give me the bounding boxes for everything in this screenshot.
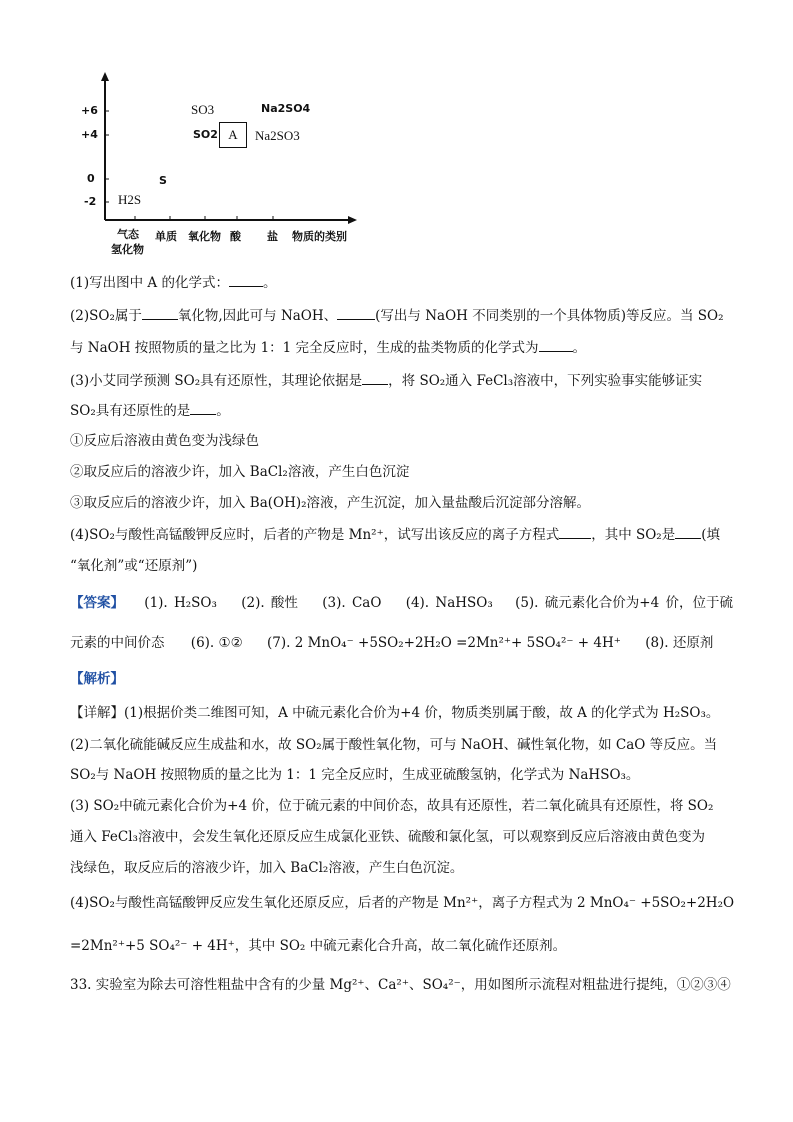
y-tick-zero: 0 <box>87 172 95 185</box>
y-tick-minus2: -2 <box>84 195 97 208</box>
option-3: ③取反应后的溶液少许，加入 Ba(OH)₂溶液，产生沉淀，加入量盐酸后沉淀部分溶解。 <box>70 495 591 511</box>
answer-blank <box>337 307 375 320</box>
answer-blank <box>142 307 178 320</box>
analysis-paragraph-4: (4)SO₂与酸性高锰酸钾反应发生氧化还原反应，后者的产物是 Mn²⁺，离子方程式为 2 MnO₄⁻ +5SO₂+2H₂O <box>70 895 735 911</box>
answer-blank <box>675 526 701 539</box>
answer-blank <box>559 526 591 539</box>
species-na2so3: Na2SO3 <box>255 128 300 143</box>
answer-section-line-2: 元素的中间价态 (6). ①② (7). 2 MnO₄⁻ +5SO₂+2H₂O =2Mn²⁺+ 5SO₄²⁻ + 4H⁺ (8). 还原剂 <box>70 635 714 651</box>
option-1: ①反应后溶液由黄色变为浅绿色 <box>70 433 259 449</box>
question-33: 33. 实验室为除去可溶性粗盐中含有的少量 Mg²⁺、Ca²⁺、SO₄²⁻，用如图所示流程对粗盐进行提纯，①②③④ <box>70 977 731 993</box>
y-tick-plus6: +6 <box>81 104 98 117</box>
question-4-line-2: “氧化剂”或“还原剂”) <box>70 558 198 574</box>
answer-section: 【答案】 (1). H₂SO₃ (2). 酸性 (3). CaO (4). NaHSO₃ (5). 硫元素化合价为+4 价，位于硫 <box>70 595 733 611</box>
analysis-paragraph-2: (2)二氧化硫能碱反应生成盐和水，故 SO₂属于酸性氧化物，可与 NaOH、碱性氧化物，如 CaO 等反应。当 <box>70 737 718 753</box>
valence-category-diagram <box>75 70 365 260</box>
answer-tag: 【答案】 <box>70 595 124 611</box>
analysis-paragraph-3: (3) SO₂中硫元素化合价为+4 价，位于硫元素的中间价态，故具有还原性，若二氧化硫具有还原性，将 SO₂ <box>70 798 714 814</box>
answer-blank <box>229 274 263 287</box>
species-h2s: H2S <box>118 192 142 207</box>
x-label-oxide: 氧化物 <box>188 230 221 243</box>
question-1: (1)写出图中 A 的化学式： 。 <box>70 275 277 291</box>
species-s: S <box>159 174 167 187</box>
question-2-line-2: 与 NaOH 按照物质的量之比为 1：1 完全反应时，生成的盐类物质的化学式为 。 <box>70 340 587 356</box>
analysis-paragraph-1: 【详解】(1)根据价类二维图可知，A 中硫元素化合价为+4 价，物质类别属于酸，故 A 的化学式为 H₂SO₃。 <box>70 705 720 721</box>
option-2: ②取反应后的溶液少许，加入 BaCl₂溶液，产生白色沉淀 <box>70 464 410 480</box>
x-label-gaseous: 气态 <box>117 228 139 241</box>
question-4: (4)SO₂与酸性高锰酸钾反应时，后者的产物是 Mn²⁺，试写出该反应的离子方程式 ，其中 SO₂是 (填 <box>70 527 721 543</box>
analysis-paragraph-3-line-3: 浅绿色，取反应后的溶液少许，加入 BaCl₂溶液，产生白色沉淀。 <box>70 860 464 876</box>
answer-blank <box>190 402 216 415</box>
question-3: (3)小艾同学预测 SO₂具有还原性，其理论依据是 ，将 SO₂通入 FeCl₃溶液中，下列实验事实能够证实 <box>70 373 703 389</box>
analysis-paragraph-2-line-2: SO₂与 NaOH 按照物质的量之比为 1：1 完全反应时，生成亚硫酸氢钠，化学式为 NaHSO₃。 <box>70 767 640 783</box>
analysis-paragraph-3-line-2: 通入 FeCl₃溶液中，会发生氧化还原反应生成氯化亚铁、硫酸和氯化氢，可以观察到反应后溶液由黄色变为 <box>70 829 705 845</box>
analysis-paragraph-4-line-2: =2Mn²⁺+5 SO₄²⁻ + 4H⁺，其中 SO₂ 中硫元素化合升高，故二氧化硫作还原剂。 <box>70 938 567 954</box>
x-label-acid: 酸 <box>230 230 241 243</box>
analysis-tag: 【解析】 <box>70 671 124 687</box>
x-axis-title: 物质的类别 <box>292 230 347 243</box>
question-3-line-2: SO₂具有还原性的是 。 <box>70 403 230 419</box>
species-box-a: A <box>219 122 247 148</box>
x-label-salt: 盐 <box>267 230 278 243</box>
species-na2so4: Na2SO4 <box>261 102 311 115</box>
species-so2: SO2 <box>193 128 218 141</box>
answer-blank <box>362 372 388 385</box>
x-label-element: 单质 <box>155 230 177 243</box>
answer-blank <box>539 339 573 352</box>
y-tick-plus4: +4 <box>81 128 98 141</box>
species-so3: SO3 <box>191 102 215 117</box>
question-2: (2)SO₂属于 氧化物,因此可与 NaOH、 (写出与 NaOH 不同类别的一个具体物质)等反应。当 SO₂ <box>70 308 724 324</box>
x-label-hydride: 氢化物 <box>111 243 144 256</box>
